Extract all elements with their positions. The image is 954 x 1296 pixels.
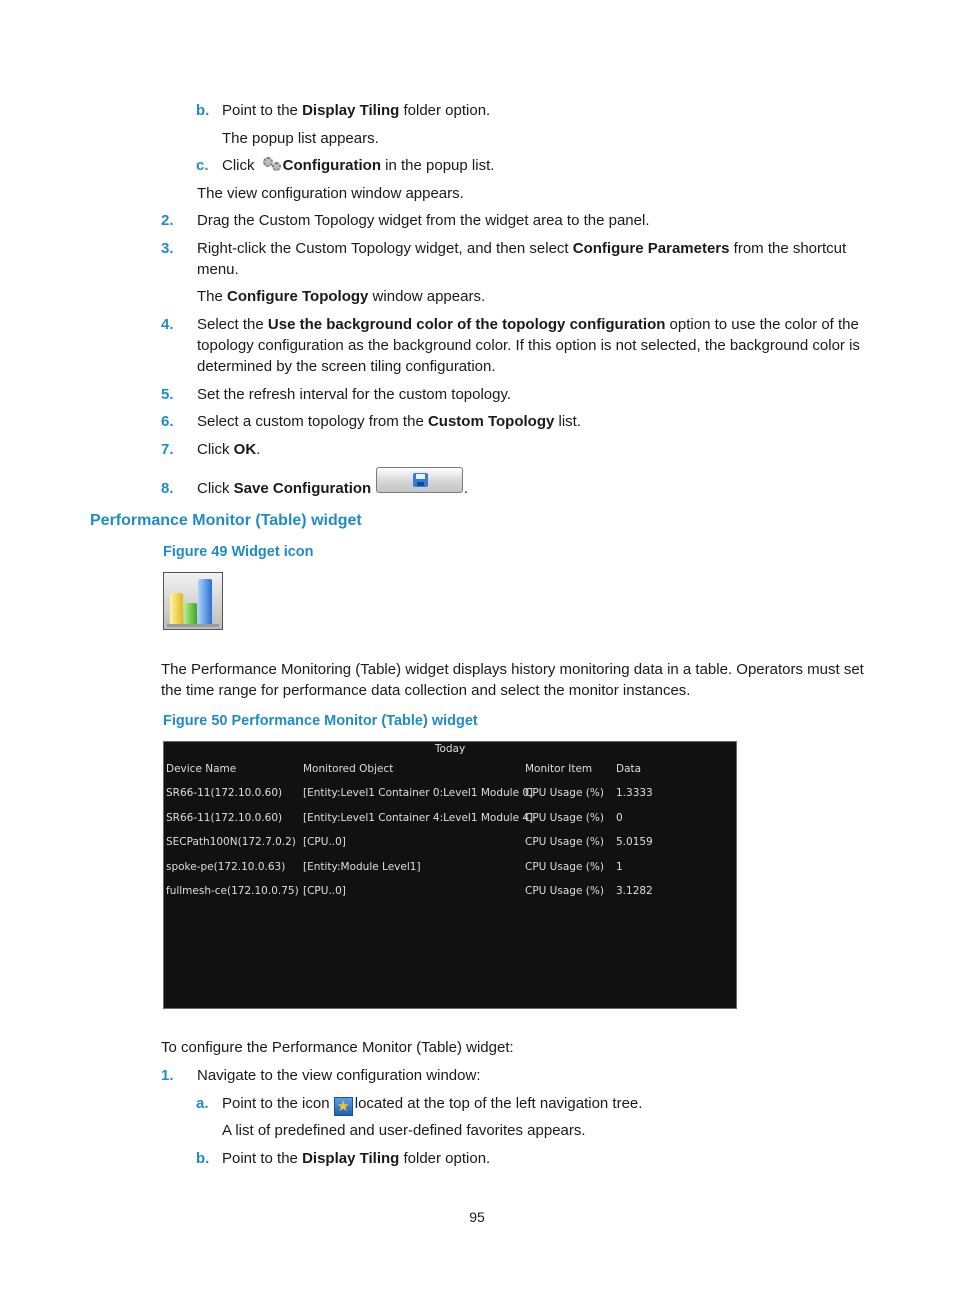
header-data: Data	[616, 763, 642, 775]
figure-49-caption: Figure 49 Widget icon	[163, 544, 314, 560]
figure-50-caption: Figure 50 Performance Monitor (Table) widget	[163, 713, 478, 729]
step-4-marker: 4.	[161, 316, 174, 333]
cell-monitored-object: [CPU..0]	[303, 836, 346, 848]
performance-monitor-table	[163, 741, 737, 1009]
table-row	[164, 860, 736, 874]
favorites-star-icon: ★	[334, 1097, 353, 1116]
yellow-bar-icon	[170, 593, 183, 625]
step-5-text: Set the refresh interval for the custom topology.	[197, 386, 512, 403]
header-monitor-item: Monitor Item	[525, 763, 593, 775]
header-device-name: Device Name	[166, 763, 237, 775]
step-b-text: Point to the Display Tiling folder option.	[222, 102, 491, 119]
step-7-marker: 7.	[161, 441, 174, 458]
step-4-text: Select the Use the background color of the topology configuration option to use the color of the topology configuration as the background color. If this option is not selected, the background color is determined by the screen tiling configuration.	[197, 316, 860, 375]
cell-monitor-item: CPU Usage (%)	[525, 836, 604, 848]
cell-device-name: fullmesh-ce(172.10.0.75)	[166, 885, 299, 897]
step-3-text: Right-click the Custom Topology widget, and then select Configure Parameters from the shortcut menu.	[197, 240, 847, 278]
cell-data: 5.0159	[616, 836, 653, 848]
step-b-marker: b.	[196, 102, 210, 119]
header-monitored-object: Monitored Object	[303, 763, 394, 775]
step-3-marker: 3.	[161, 240, 174, 257]
gear-icon	[263, 157, 281, 171]
step-8-marker: 8.	[161, 480, 174, 497]
step2-1-text: Navigate to the view configuration window:	[197, 1067, 481, 1084]
page-number: 95	[469, 1209, 485, 1225]
cell-monitored-object: [Entity:Level1 Container 0:Level1 Module 0]	[303, 787, 534, 799]
cell-data: 1.3333	[616, 787, 653, 799]
icon-base	[167, 624, 219, 627]
step2-b-marker: b.	[196, 1150, 210, 1167]
table-title: Today	[434, 743, 466, 755]
table-row	[164, 811, 736, 825]
cell-monitor-item: CPU Usage (%)	[525, 861, 604, 873]
floppy-disk-icon	[413, 473, 428, 487]
table-row	[164, 786, 736, 800]
to-configure-text: To configure the Performance Monitor (Table) widget:	[161, 1039, 514, 1056]
step-2-text: Drag the Custom Topology widget from the widget area to the panel.	[197, 212, 650, 229]
configure-topology-text: The Configure Topology window appears.	[197, 288, 486, 305]
blue-bar-icon	[198, 579, 212, 625]
step-6-marker: 6.	[161, 413, 174, 430]
cell-device-name: SECPath100N(172.7.0.2)	[166, 836, 296, 848]
step2-a-marker: a.	[196, 1095, 209, 1112]
step-5-marker: 5.	[161, 386, 174, 403]
save-configuration-button[interactable]	[376, 467, 463, 493]
cell-data: 3.1282	[616, 885, 653, 897]
cell-device-name: SR66-11(172.10.0.60)	[166, 787, 283, 799]
cell-monitor-item: CPU Usage (%)	[525, 885, 604, 897]
cell-monitor-item: CPU Usage (%)	[525, 787, 604, 799]
step-6-text: Select a custom topology from the Custom Topology list.	[197, 413, 581, 430]
performance-widget-icon	[163, 572, 223, 630]
step-2-marker: 2.	[161, 212, 174, 229]
step-8-period: .	[464, 480, 469, 497]
cell-monitor-item: CPU Usage (%)	[525, 812, 604, 824]
popup-appears-text: The popup list appears.	[222, 130, 379, 147]
table-row	[164, 884, 736, 898]
step2-b-text: Point to the Display Tiling folder option.	[222, 1150, 491, 1167]
step-7-text: Click OK.	[197, 441, 261, 458]
step-c-text: Click Configuration in the popup list.	[222, 157, 495, 174]
widget-description: The Performance Monitoring (Table) widget displays history monitoring data in a table. Operators must set the time range for performance data collection and select the monitor instances.	[161, 661, 864, 699]
cell-monitored-object: [CPU..0]	[303, 885, 346, 897]
cell-device-name: spoke-pe(172.10.0.63)	[166, 861, 286, 873]
step2-a-text: Point to the icon ★ located at the top of the left navigation tree.	[222, 1095, 643, 1115]
cell-data: 1	[616, 861, 623, 873]
view-appears-text: The view configuration window appears.	[197, 185, 464, 202]
step-c-marker: c.	[196, 157, 209, 174]
cell-monitored-object: [Entity:Module Level1]	[303, 861, 421, 873]
table-header-row	[164, 762, 736, 776]
favorites-list-text: A list of predefined and user-defined favorites appears.	[222, 1122, 586, 1139]
section-heading: Performance Monitor (Table) widget	[90, 512, 362, 529]
green-bar-icon	[184, 603, 197, 625]
cell-device-name: SR66-11(172.10.0.60)	[166, 812, 283, 824]
step-8-text: Click Save Configuration	[197, 480, 372, 497]
cell-monitored-object: [Entity:Level1 Container 4:Level1 Module 4]	[303, 812, 534, 824]
cell-data: 0	[616, 812, 623, 824]
table-row	[164, 835, 736, 849]
step2-1-marker: 1.	[161, 1067, 174, 1084]
